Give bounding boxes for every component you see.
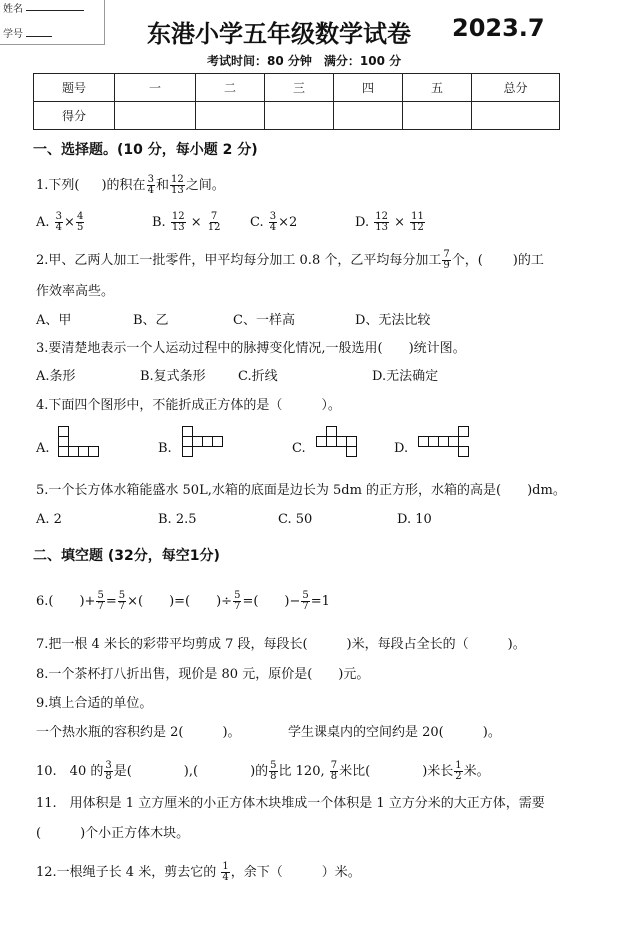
name-label: 姓名	[3, 4, 23, 15]
question-8: 8.一个茶杯打八折出售，现价是 80 元，原价是( )元。	[36, 667, 370, 682]
cell-label: 题号	[34, 74, 115, 102]
question-1-option-d[interactable]: D. $\frac{12}{13}$ × $\frac{11}{12}$	[355, 211, 424, 233]
question-2-option-b[interactable]: B、乙	[133, 313, 169, 328]
question-6: 6.( )+ $\frac{5}{7}$ = $\frac{5}{7}$ ×( )=( )÷ $\frac{5}{7}$ =( )− $\frac{5}{7}$ =1	[36, 590, 330, 612]
score-input-2[interactable]	[196, 102, 265, 130]
question-3-option-a[interactable]: A.条形	[36, 369, 76, 384]
question-4: 4.下面四个图形中，不能折成正方体的是（ ）。	[36, 398, 341, 413]
score-table-score-row	[34, 102, 560, 130]
exam-info: 考试时间：80 分钟 满分：100 分	[207, 54, 402, 68]
question-9: 9.填上合适的单位。	[36, 696, 153, 711]
question-5-option-b[interactable]: B. 2.5	[158, 512, 197, 527]
question-1-option-c[interactable]: C. $\frac{3}{4}$ ×2	[250, 211, 298, 233]
cell-score-label: 得分	[34, 102, 115, 130]
exam-year: 2023.7	[452, 14, 545, 42]
question-2-option-a[interactable]: A、甲	[36, 313, 72, 328]
question-4-option-a-label[interactable]: A.	[36, 441, 50, 456]
question-5: 5.一个长方体水箱能盛水 50L,水箱的底面是边长为 5dm 的正方形，水箱的高是( )dm。	[36, 483, 566, 498]
cell-section-4: 四	[334, 74, 403, 102]
cell-total: 总分	[472, 74, 560, 102]
section2-title: 二、填空题 (32分，每空1分)	[33, 548, 220, 564]
cell-section-3: 三	[265, 74, 334, 102]
question-3-option-d[interactable]: D.无法确定	[372, 369, 439, 384]
cell-section-2: 二	[196, 74, 265, 102]
name-field[interactable]	[26, 10, 84, 11]
question-3-option-c[interactable]: C.折线	[238, 369, 278, 384]
question-3-option-b[interactable]: B.复式条形	[140, 369, 206, 384]
score-input-1[interactable]	[115, 102, 196, 130]
question-2-line2: 作效率高些。	[36, 284, 115, 299]
page-title: 东港小学五年级数学试卷	[147, 20, 411, 48]
question-9-part-a: 一个热水瓶的容积约是 2( )。	[36, 725, 241, 740]
number-label: 学号	[3, 29, 23, 40]
score-table-header-row	[34, 74, 560, 102]
number-field[interactable]	[26, 36, 52, 37]
question-11-line1: 11. 用体积是 1 立方厘米的小正方体木块堆成一个体积是 1 立方分米的大正方体，需要	[36, 796, 545, 811]
question-7: 7.把一根 4 米长的彩带平均剪成 7 段，每段长( )米，每段占全长的（ )。	[36, 637, 526, 652]
question-3: 3.要清楚地表示一个人运动过程中的脉搏变化情况,一般选用( )统计图。	[36, 341, 466, 356]
question-2: 2.甲、乙两人加工一批零件，甲平均每分加工 0.8 个，乙平均每分加工 $\frac{7}{9}$ 个，( )的工	[36, 249, 544, 271]
question-2-option-c[interactable]: C、一样高	[233, 313, 295, 328]
question-10: 10. 40 的 $\frac{3}{8}$ 是( ),( )的 $\frac{5}{8}$ 比 120, $\frac{7}{8}$ 米比( )米长 $\frac{1}{2}$ 米。	[36, 760, 490, 782]
question-5-option-a[interactable]: A. 2	[36, 512, 62, 527]
question-9-part-b: 学生课桌内的空间约是 20( )。	[288, 725, 501, 740]
question-2-option-d[interactable]: D、无法比较	[355, 313, 431, 328]
question-4-option-c-label[interactable]: C.	[292, 441, 306, 456]
question-1-option-b[interactable]: B. $\frac{12}{13}$ × $\frac{7}{12}$	[152, 211, 221, 233]
score-table	[33, 73, 560, 130]
question-5-option-c[interactable]: C. 50	[278, 512, 313, 527]
question-1: 1.下列( )的积在 $\frac{3}{4}$ 和 $\frac{12}{13}$ 之间。	[36, 174, 225, 196]
question-5-option-d[interactable]: D. 10	[397, 512, 432, 527]
score-input-3[interactable]	[265, 102, 334, 130]
score-input-4[interactable]	[334, 102, 403, 130]
question-4-option-d-label[interactable]: D.	[394, 441, 409, 456]
section1-title: 一、选择题。(10 分，每小题 2 分)	[33, 142, 258, 158]
cell-section-1: 一	[115, 74, 196, 102]
cell-section-5: 五	[403, 74, 472, 102]
question-4-option-b-label[interactable]: B.	[158, 441, 172, 456]
score-input-total[interactable]	[472, 102, 560, 130]
score-input-5[interactable]	[403, 102, 472, 130]
question-11-line2: ( )个小正方体木块。	[36, 826, 190, 841]
question-1-option-a[interactable]: A. $\frac{3}{4}$ × $\frac{4}{5}$	[36, 211, 84, 233]
question-12: 12.一根绳子长 4 米，剪去它的 $\frac{1}{4}$ ，余下（ ）米。	[36, 861, 361, 883]
